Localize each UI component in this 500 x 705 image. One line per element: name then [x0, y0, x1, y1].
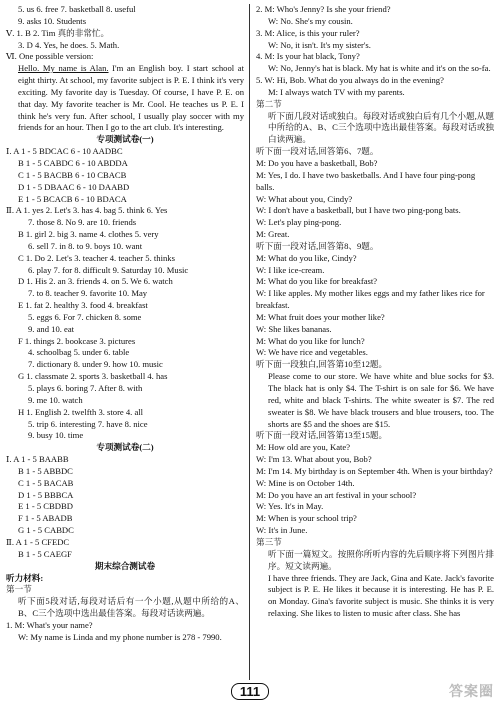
left-line-32: 专项测试卷(二) [96, 442, 154, 453]
left-line-18: D 1. His 2. an 3. friends 4. on 5. We 6. watch [18, 276, 173, 287]
left-line-1: 9. asks 10. Students [18, 15, 87, 26]
left-line-24: 4. schoolbag 5. under 6. table [28, 347, 130, 358]
right-line-14: W: I don't have a basketball, but I have two ping-pong bats. [256, 205, 461, 216]
right-line-25: W: We have rice and vegetables. [256, 347, 368, 358]
right-line-33: M: Do you have an art festival in your school? [256, 489, 417, 500]
right-line-18: M: What do you like, Cindy? [256, 252, 357, 263]
right-line-3: W: No, it isn't. It's my sister's. [268, 39, 371, 50]
right-line-26: 听下面一段独白,回答第10至12题。 [256, 359, 388, 370]
right-line-24: M: What do you like for lunch? [256, 335, 365, 346]
right-line-30: W: I'm 13. What about you, Bob? [256, 454, 372, 465]
column-divider [249, 4, 250, 680]
left-line-27: 5. plays 6. boring 7. After 8. with [28, 383, 143, 393]
right-line-11: M: Do you have a basketball, Bob? [256, 157, 378, 168]
left-line-0: 5. us 6. free 7. basketball 8. useful [18, 4, 136, 14]
right-line-6: 5. W: Hi, Bob. What do you always do in the evening? [256, 75, 444, 86]
left-column [6, 4, 244, 644]
left-line-3: 3. D 4. Yes, he does. 5. Math. [18, 39, 120, 50]
right-line-22: M: What fruit does your mother like? [256, 311, 385, 322]
left-line-13: 7. those 8. No 9. are 10. friends [28, 217, 137, 228]
right-line-27: Please come to our store. We have white and blue socks for $3. The black hat is only $4. The T-shirt is on sale for $6. We have red, white and black T-shirts. The white sweater is $7. The red sweater is $8. We have black trousers and blue trousers, too. The shorts are $5 and the shoes are $15. [268, 371, 494, 429]
right-line-4: 4. M: Is your hat black, Tony? [256, 51, 360, 62]
left-line-12: Ⅱ. A 1. yes 2. Let's 3. has 4. bag 5. think 6. Yes [6, 205, 168, 216]
left-line-47: W: My name is Linda and my phone number is 278 - 7990. [18, 631, 222, 642]
left-line-6: 专项测试卷(一) [96, 134, 154, 145]
right-line-12: M: Yes, I do. I have two basketballs. And I have four ping-pong balls. [256, 169, 476, 192]
left-line-37: E 1 - 5 CBDBD [18, 501, 73, 512]
left-line-11: E 1 - 5 BCACB 6 - 10 BDACA [18, 193, 127, 204]
left-line-36: D 1 - 5 BBBCA [18, 489, 74, 500]
right-line-20: M: What do you like for breakfast? [256, 276, 378, 287]
right-line-1: W: No. She's my cousin. [268, 15, 353, 26]
left-line-44: 第一节 [6, 584, 32, 595]
right-line-39: I have three friends. They are Jack, Gina and Kate. Jack's favorite subject is P. E. He likes it because it is interesting. He has P. E. on Monday. Gina's favorite subject is music. She thinks it is very relaxing. She likes to listen to music after class. She has [268, 572, 494, 619]
left-line-16: C 1. Do 2. Let's 3. teacher 4. teacher 5. thinks [18, 252, 175, 263]
right-line-13: W: What about you, Cindy? [256, 193, 353, 204]
essay-underlined-opening: Hello. My name is Alan. [18, 63, 109, 74]
right-line-28: 听下面一段对话,回答第13至15题。 [256, 430, 388, 441]
left-line-25: 7. dictionary 8. under 9. how 10. music [28, 359, 163, 370]
left-line-26: G 1. classmate 2. sports 3. basketball 4. has [18, 371, 168, 382]
left-line-35: C 1 - 5 BACAB [18, 477, 74, 488]
right-line-15: W: Let's play ping-pong. [256, 217, 342, 228]
left-line-14: B 1. girl 2. big 3. name 4. clothes 5. very [18, 229, 159, 240]
left-line-42: 期末综合测试卷 [94, 560, 156, 571]
right-line-0: 2. M: Who's Jenny? Is she your friend? [256, 4, 391, 14]
left-line-15: 6. sell 7. in 8. to 9. boys 10. want [28, 240, 143, 251]
left-line-20: E 1. fat 2. healthy 3. food 4. breakfast [18, 300, 148, 311]
left-line-19: 7. to 8. teacher 9. favorite 10. May [28, 288, 148, 299]
right-line-36: W: It's in June. [256, 525, 308, 536]
left-line-17: 6. play 7. for 8. difficult 9. Saturday 10. Music [28, 264, 189, 275]
right-line-5: W: No, Jenny's hat is black. My hat is white and it's on the so-fa. [268, 63, 491, 74]
right-line-34: W: Yes. It's in May. [256, 501, 324, 512]
right-line-9: 听下面几段对话或独白。每段对话或独白后有几个小题,从题中所给的A、B、C三个选项中选出最佳答案。每段对话或独白读两遍。 [268, 110, 494, 145]
left-line-40: Ⅱ. A 1 - 5 CFEDC [6, 536, 70, 547]
right-line-31: M: I'm 14. My birthday is on September 4th. When is your birthday? [256, 465, 493, 476]
left-line-7: Ⅰ. A 1 - 5 BDCAC 6 - 10 AADBC [6, 146, 123, 157]
left-line-31: 9. busy 10. time [28, 430, 84, 441]
left-line-29: H 1. English 2. twelfth 3. store 4. all [18, 406, 144, 417]
right-line-16: M: Great. [256, 229, 290, 240]
left-line-39: G 1 - 5 CABDC [18, 525, 74, 536]
left-line-10: D 1 - 5 DBAAC 6 - 10 DAABD [18, 181, 130, 192]
left-line-22: 9. and 10. eat [28, 323, 75, 334]
right-line-23: W: She likes bananas. [256, 323, 332, 334]
right-line-7: M: I always watch TV with my parents. [268, 86, 405, 97]
right-line-21: W: I like apples. My mother likes eggs and my father likes rice for breakfast. [256, 288, 485, 311]
left-line-45: 听下面5段对话,每段对话后有一个小题,从题中所给的A、B、C三个选项中选出最佳答案。每段对话读两遍。 [18, 596, 244, 619]
right-line-8: 第二节 [256, 98, 282, 109]
right-column [256, 4, 494, 620]
left-line-46: 1. M: What's your name? [6, 619, 93, 630]
left-line-5: Hello. My name is Alan. I'm an English boy. I start school at eight thirty. At school, my favorite subject is P. E. I think it's very exciting. My favorite day is Tuesday. Of course, I have P. E. on that day. My favorite teacher is Mr. Cool. He teaches us P. E. I think he's very fun. After school, I usually play soccer with my friends for an hour. Then I go to the art club. It's interesting. [18, 63, 244, 133]
left-line-34: B 1 - 5 ABBDC [18, 465, 73, 476]
left-line-9: C 1 - 5 BACBB 6 - 10 CBACB [18, 169, 127, 180]
right-line-2: 3. M: Alice, is this your ruler? [256, 27, 360, 38]
left-line-21: 5. eggs 6. For 7. chicken 8. some [28, 311, 142, 322]
left-line-2: Ⅴ. 1. B 2. Tim 真的非常忙。 [6, 27, 110, 38]
left-line-28: 9. me 10. watch [28, 394, 83, 405]
page-number: 111 [231, 683, 269, 700]
right-line-19: W: I like ice-cream. [256, 264, 325, 275]
left-line-43: 听力材料: [6, 572, 44, 583]
right-line-37: 第三节 [256, 536, 282, 547]
left-line-33: Ⅰ. A 1 - 5 BAABB [6, 454, 69, 465]
watermark: 答案圈 [449, 683, 494, 699]
page-number-area [0, 683, 500, 701]
right-line-17: 听下面一段对话,回答第8、9题。 [256, 240, 379, 251]
left-line-38: F 1 - 5 ABADB [18, 513, 73, 524]
right-line-32: W: Mine is on October 14th. [256, 477, 355, 488]
right-line-10: 听下面一段对话,回答第6、7题。 [256, 146, 379, 157]
left-line-4: Ⅵ. One possible version: [6, 51, 94, 62]
right-line-38: 听下面一篇短文。按照你所听内容的先后顺序将下列图片排序。短文读两遍。 [268, 548, 494, 571]
left-line-41: B 1 - 5 CAEGF [18, 548, 72, 559]
left-line-23: F 1. things 2. bookcase 3. pictures [18, 335, 136, 346]
right-line-29: M: How old are you, Kate? [256, 442, 351, 453]
right-line-35: M: When is your school trip? [256, 513, 357, 524]
left-line-8: B 1 - 5 CABDC 6 - 10 ABDDA [18, 157, 128, 168]
left-line-30: 5. trip 6. interesting 7. have 8. nice [28, 418, 148, 429]
